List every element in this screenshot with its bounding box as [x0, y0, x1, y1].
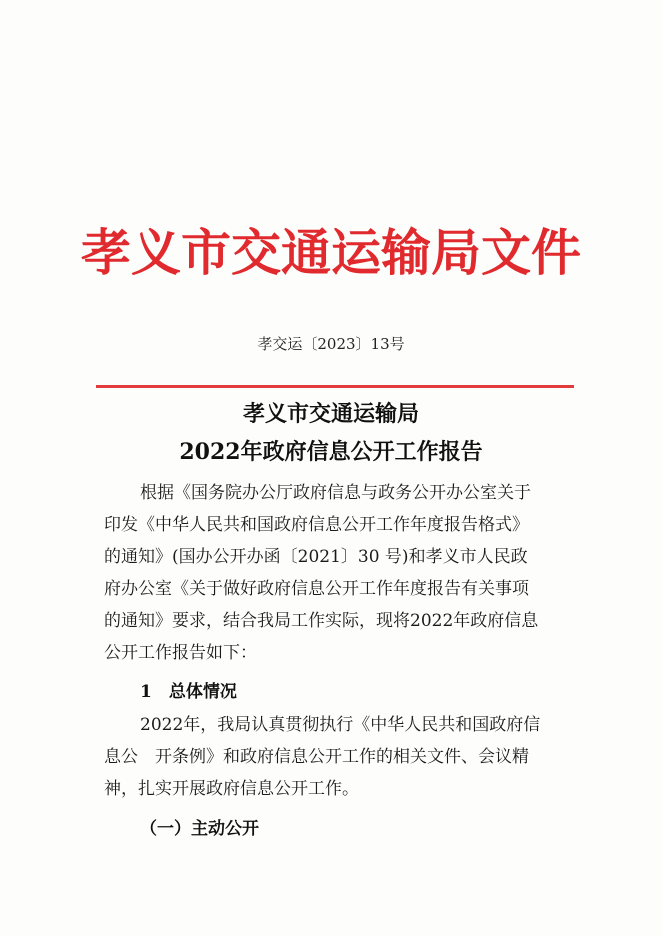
paragraph-line: 息公 开条例》和政府信息公开工作的相关文件、会议精: [104, 747, 529, 767]
document-number: 孝交运〔2023〕13号: [257, 335, 405, 353]
intro-paragraph: [104, 477, 570, 669]
paragraph-line: 公开工作报告如下：: [104, 643, 257, 663]
red-divider-line: [96, 385, 574, 388]
paragraph-line: 的通知》要求，结合我局工作实际，现将2022年政府信息: [104, 611, 539, 631]
paragraph-line: 根据《国务院办公厅政府信息与政务公开办公室关于: [140, 483, 531, 503]
section1-paragraph: [104, 709, 570, 805]
report-title-line1: 孝义市交通运输局: [242, 401, 419, 427]
masthead-title: 孝义市交通运输局文件: [81, 224, 581, 282]
paragraph-line: 2022年，我局认真贯彻执行《中华人民共和国政府信: [140, 715, 541, 735]
paragraph-line: 的通知》(国办公开办函〔2021〕30 号)和孝义市人民政: [104, 547, 528, 567]
paragraph-line: 印发《中华人民共和国政府信息公开工作年度报告格式》: [104, 515, 529, 535]
paragraph-line: 府办公室《关于做好政府信息公开工作年度报告有关事项: [104, 579, 529, 599]
report-title-line2: 2022年政府信息公开工作报告: [179, 439, 483, 465]
section-heading: 1 总体情况: [140, 682, 237, 702]
paragraph-line: 神，扎实开展政府信息公开工作。: [104, 779, 359, 799]
subsection-heading: （一）主动公开: [140, 819, 259, 839]
